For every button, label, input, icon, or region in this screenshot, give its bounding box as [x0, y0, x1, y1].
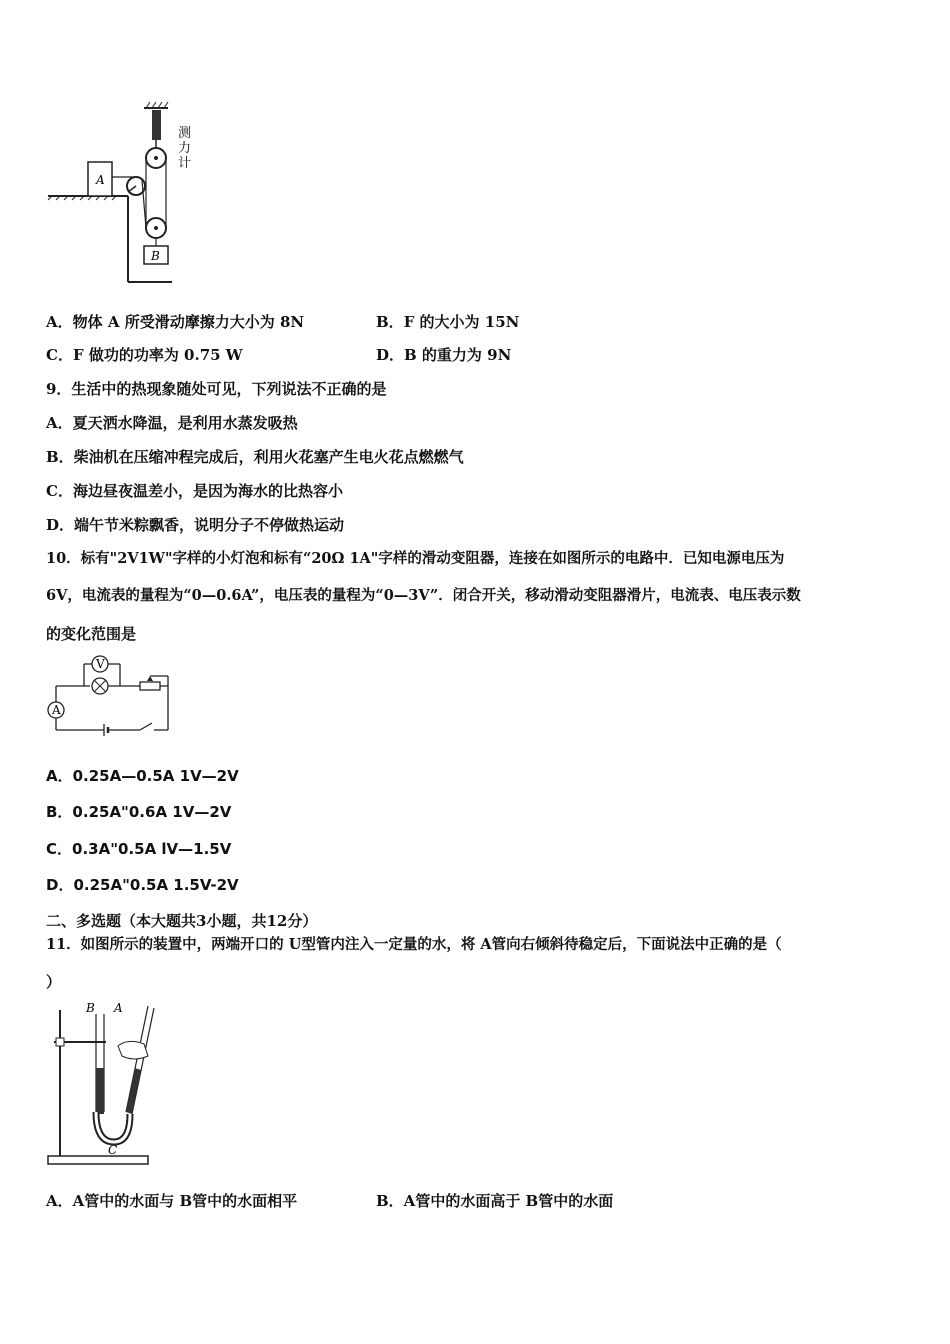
section-title: 二、多选题（本大题共3小题，共12分） [46, 912, 318, 930]
q9-option-b: B．柴油机在压缩冲程完成后，利用火花塞产生电火花点燃燃气 [46, 448, 464, 466]
q10-option-a: A．0.25A—0.5A 1V—2V [46, 767, 239, 785]
circuit-figure [44, 652, 174, 734]
tube-b-label: B [86, 1001, 95, 1015]
q11-stem-line1: 11．如图所示的装置中，两端开口的 U型管内注入一定量的水，将 A管向右倾斜待稳定后，下面说法中正确的是（ [46, 936, 782, 953]
q10-option-d: D．0.25A"0.5A 1.5V-2V [46, 876, 239, 894]
box-a-label: A [96, 173, 105, 187]
q10-stem-line3: 的变化范围是 [46, 625, 137, 643]
q11-option-b: B．A管中的水面高于 B管中的水面 [376, 1192, 614, 1210]
q10-option-c: C．0.3A"0.5A lV—1.5V [46, 840, 232, 858]
voltmeter-label: V [96, 657, 105, 671]
q10-stem-line2: 6V，电流表的量程为“0—0.6A”，电压表的量程为“0—3V”．闭合开关，移动滑动变阻器滑片，电流表、电压表示数 [46, 587, 801, 604]
q10-stem-line1: 10．标有"2V1W"字样的小灯泡和标有“20Ω 1A"字样的滑动变阻器，连接在如图所示的电路中．已知电源电压为 [46, 550, 785, 567]
q8-option-a: A．物体 A 所受滑动摩擦力大小为 8N [46, 313, 305, 331]
q9-option-d: D．端午节米粽飘香，说明分子不停做热运动 [46, 516, 345, 534]
q9-option-a: A．夏天洒水降温，是利用水蒸发吸热 [46, 414, 298, 432]
q8-option-d: D．B 的重力为 9N [376, 346, 512, 364]
q11-option-a: A．A管中的水面与 B管中的水面相平 [46, 1192, 298, 1210]
tube-c-label: C [108, 1143, 118, 1157]
box-b-label: B [151, 249, 160, 263]
meter-label: 测力计 [178, 126, 192, 171]
tube-a-label: A [114, 1001, 123, 1015]
q9-option-c: C．海边昼夜温差小，是因为海水的比热容小 [46, 482, 343, 500]
ammeter-label: A [52, 703, 61, 717]
q8-option-b: B．F 的大小为 15N [376, 313, 520, 331]
q8-option-c: C．F 做功的功率为 0.75 W [46, 346, 243, 364]
q11-stem-line2: ） [46, 973, 62, 991]
q9-stem: 9．生活中的热现象随处可见，下列说法不正确的是 [46, 380, 387, 398]
u-tube-figure [44, 1002, 164, 1172]
q10-option-b: B．0.25A"0.6A 1V—2V [46, 803, 232, 821]
